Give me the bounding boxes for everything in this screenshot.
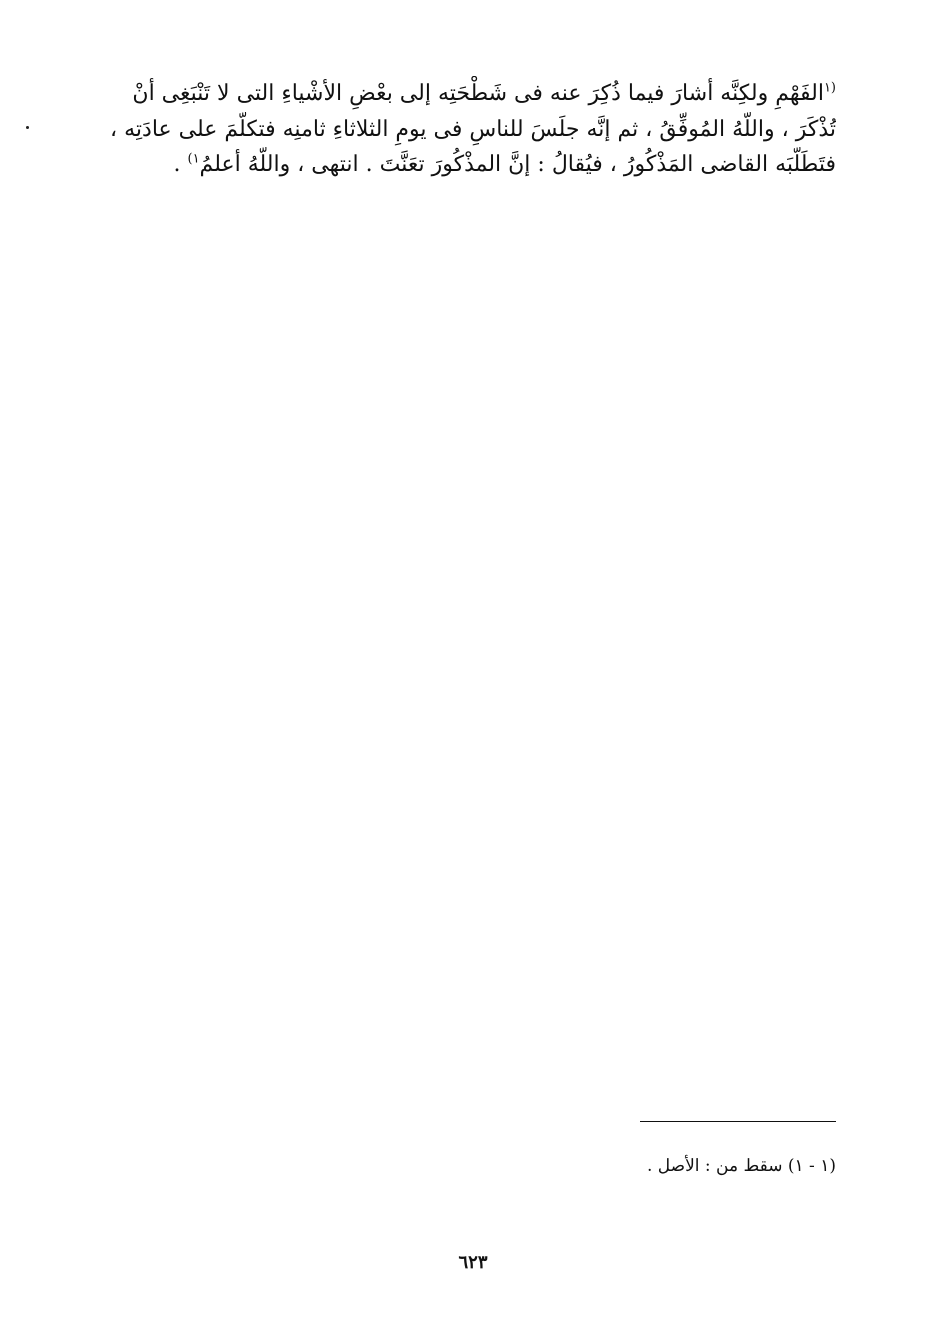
text-line-1-content: الفَهْمِ ولكِنَّه أشارَ فيما ذُكِرَ عنه فى شَطْحَتِه إلى بعْضِ الأشْياءِ التى لا تَنْبَغِى أنْ xyxy=(132,81,824,106)
footnote-separator xyxy=(640,1121,836,1122)
footnote-open-marker: (١ xyxy=(823,80,836,96)
text-line-3-content: فتَطَلَّبَه القاضى المَذْكُورُ ، فيُقالُ : إنَّ المذْكُورَ تعَنَّتَ . انتهى ، واللَّهُ أعلمُ xyxy=(199,152,836,178)
page-number: ٦٢٣ xyxy=(458,1252,488,1273)
text-line-3-end: . xyxy=(173,152,188,178)
text-line-2 xyxy=(108,112,836,148)
footnote-close-marker: ١) xyxy=(187,151,200,167)
text-line-3 xyxy=(108,147,836,183)
stray-dot-mark xyxy=(26,126,29,129)
text-line-2-content: تُذْكَرَ ، واللَّهُ المُوفِّقُ ، ثم إنَّه جلَسَ للناسِ فى يومِ الثلاثاءِ ثامنِه فتكلَّمَ على عادَتِه ، xyxy=(110,116,836,142)
footnote: (١ - ١) سقط من : الأصل . xyxy=(646,1156,836,1176)
main-text-block xyxy=(108,76,836,183)
text-line-1 xyxy=(108,76,836,112)
